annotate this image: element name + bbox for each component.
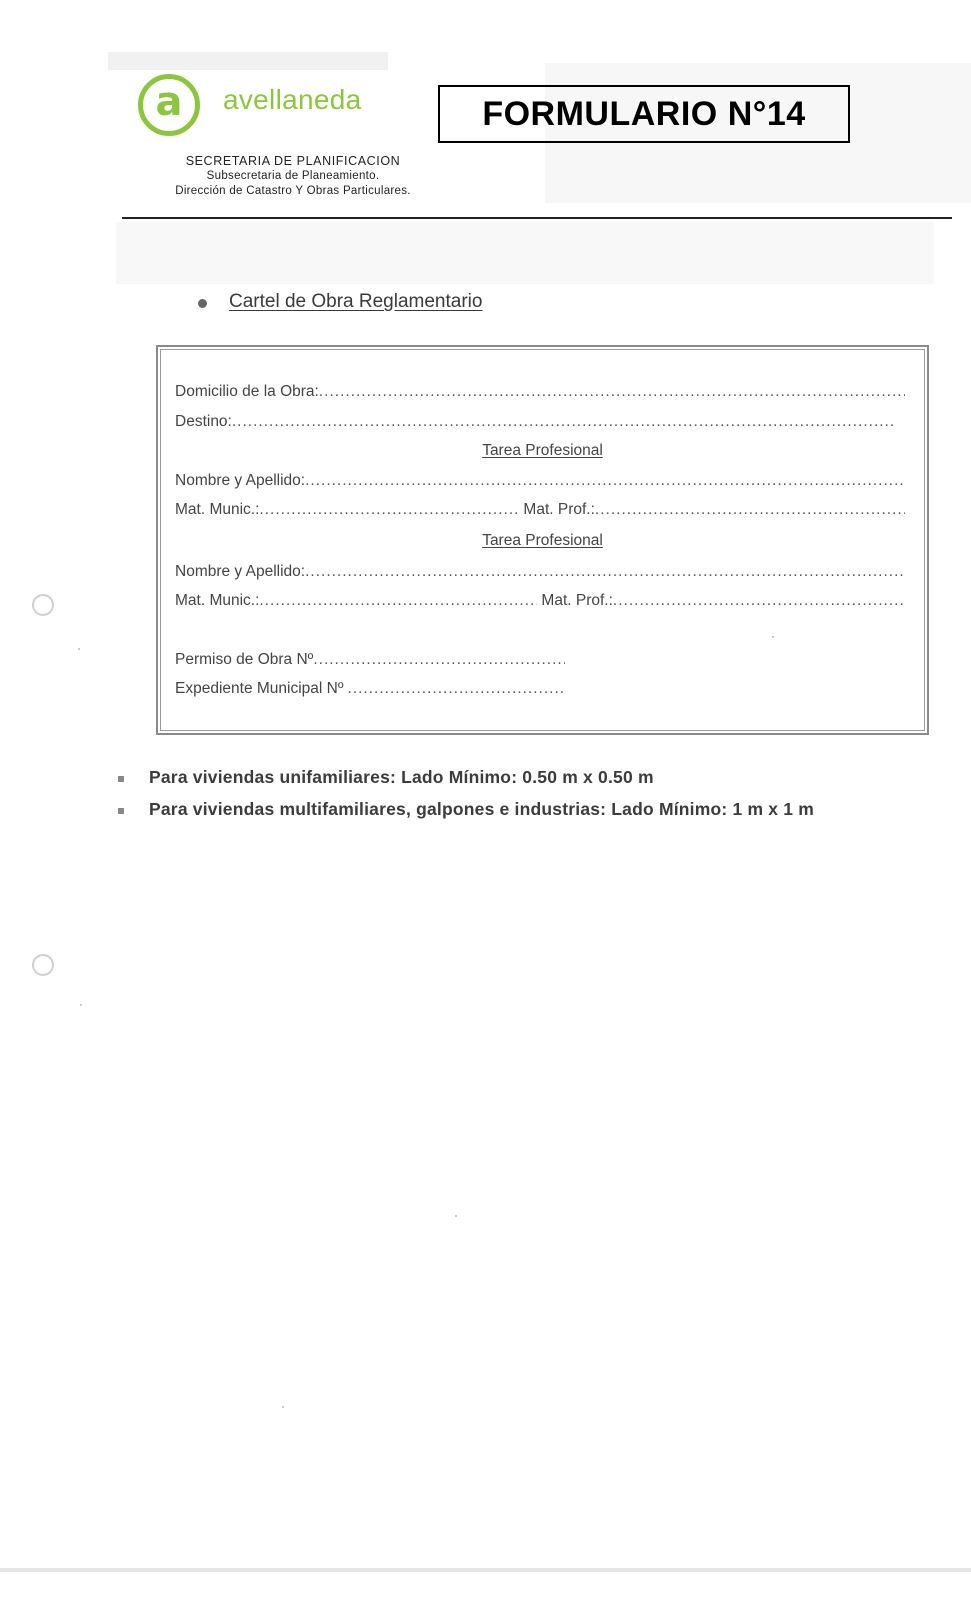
section-title: Cartel de Obra Reglamentario	[229, 291, 483, 312]
department-line-1: SECRETARIA DE PLANIFICACION	[185, 154, 401, 168]
department-line-3: Dirección de Catastro Y Obras Particulares.	[175, 185, 411, 197]
fill-dots	[313, 651, 565, 669]
scan-speck	[455, 1215, 457, 1217]
avellaneda-logo-icon	[138, 74, 200, 136]
bullet-icon	[118, 808, 124, 814]
scan-speck	[772, 636, 774, 638]
header-divider	[122, 217, 952, 219]
field-label: Mat. Munic.:	[175, 592, 260, 609]
fill-dots	[259, 501, 519, 519]
field-label: Mat. Munic.:	[175, 501, 260, 518]
field-label: Mat. Prof.:	[523, 501, 595, 518]
field-label: Domicilio de la Obra:	[175, 383, 319, 400]
tarea-profesional-heading-2: Tarea Profesional	[482, 532, 603, 549]
tarea-profesional-heading-1: Tarea Profesional	[482, 442, 603, 459]
scan-speck	[282, 1406, 284, 1408]
field-nombre-1	[175, 472, 905, 490]
bullet-icon	[118, 776, 124, 782]
logo-letter: a	[155, 79, 183, 125]
field-label: Mat. Prof.:	[541, 592, 613, 609]
field-label: Destino:	[175, 413, 232, 430]
punch-hole-icon	[32, 954, 54, 976]
field-matriculas-2	[175, 592, 905, 610]
requirement-unifamiliar: Para viviendas unifamiliares: Lado Mínimo: 0.50 m x 0.50 m	[149, 767, 654, 787]
field-matriculas-1	[175, 501, 905, 519]
field-permiso	[175, 651, 565, 669]
form-title: FORMULARIO N°14	[482, 94, 806, 133]
fill-dots	[305, 563, 905, 581]
scan-bottom-edge	[0, 1568, 971, 1572]
scan-speck	[80, 1004, 82, 1006]
field-label: Nombre y Apellido:	[175, 563, 306, 580]
fill-dots	[305, 472, 905, 490]
department-header	[150, 154, 436, 199]
logo-wordmark: avellaneda	[223, 84, 362, 115]
requirement-multifamiliar: Para viviendas multifamiliares, galpones e industrias: Lado Mínimo: 1 m x 1 m	[149, 799, 815, 819]
field-label: Permiso de Obra Nº	[175, 651, 314, 668]
fill-dots	[348, 680, 565, 698]
field-label: Nombre y Apellido:	[175, 472, 306, 489]
field-label: Expediente Municipal Nº	[175, 680, 344, 697]
form-number-box	[438, 85, 850, 143]
field-nombre-2	[175, 563, 905, 581]
fill-dots	[259, 592, 537, 610]
scan-speck	[78, 648, 80, 650]
scan-shadow-top	[108, 52, 388, 70]
department-line-2: Subsecretaria de Planeamiento.	[206, 170, 380, 182]
field-domicilio	[175, 383, 905, 401]
fill-dots	[232, 413, 895, 431]
fill-dots	[595, 501, 905, 519]
field-destino	[175, 413, 895, 431]
fill-dots	[319, 383, 905, 401]
field-expediente	[175, 680, 565, 698]
bullet-icon	[198, 299, 207, 308]
punch-hole-icon	[32, 594, 54, 616]
scan-shadow-band	[116, 222, 934, 284]
fill-dots	[613, 592, 905, 610]
